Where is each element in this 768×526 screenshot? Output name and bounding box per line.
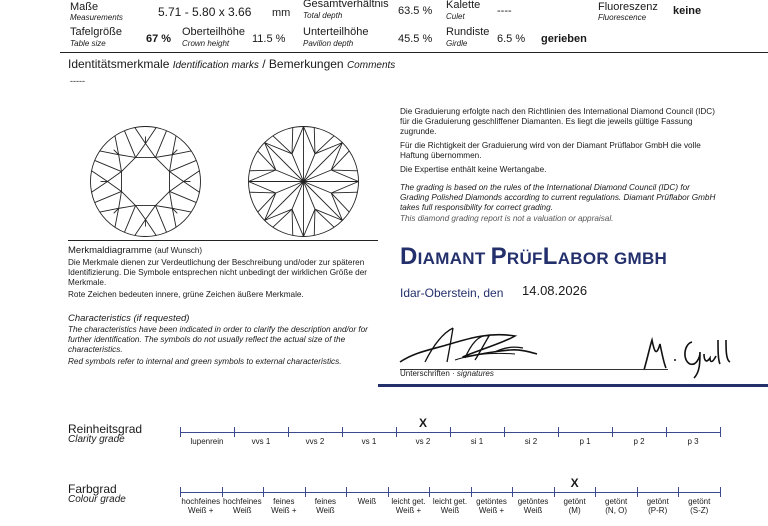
- blue-rule: [378, 384, 768, 387]
- total-depth-label: Gesamtverhältnis: [303, 0, 389, 10]
- measurements-label: Maße: [70, 1, 99, 13]
- girdle-value: 6.5 %: [497, 33, 526, 45]
- colour-tick: [720, 487, 721, 497]
- crown-height-value: 11.5 %: [252, 33, 286, 45]
- total-depth-value: 63.5 %: [398, 5, 433, 17]
- colour-grade-label: feines Weiß +: [271, 497, 297, 515]
- clarity-tick: [288, 427, 289, 437]
- diagram-en-title: Characteristics (if requested): [68, 313, 190, 324]
- colour-grade-label: feines Weiß: [314, 497, 337, 515]
- colour-grade-label: getöntes Weiß +: [476, 497, 507, 515]
- colour-tick: [388, 487, 389, 497]
- colour-grade-label: Weiß: [357, 497, 377, 506]
- signature-left-image: [395, 322, 545, 370]
- clarity-grade-label: p 2: [633, 437, 645, 446]
- clarity-tick: [342, 427, 343, 437]
- colour-tick: [512, 487, 513, 497]
- pavilion-depth-label: Unterteilhöhe: [303, 26, 369, 38]
- culet-value: ----: [497, 5, 512, 17]
- table-size-sub: Table size: [70, 39, 106, 48]
- identification-sep: /: [258, 57, 269, 71]
- clarity-grade-label: si 1: [470, 437, 484, 446]
- clarity-tick: [234, 427, 235, 437]
- diagram-text-1: Die Merkmale dienen zur Verdeutlichung der Beschreibung und/oder zur späteren Identifizierung. Die Symbole entsprechen nicht unbedingt der wirklichen Größe der Merkmale.: [68, 258, 368, 287]
- colour-grade-label: getöntes Weiß: [517, 497, 549, 515]
- clarity-tick: [504, 427, 505, 437]
- girdle-extra: gerieben: [541, 33, 587, 45]
- clarity-tick: [558, 427, 559, 437]
- diagram-title: [68, 245, 202, 256]
- company-name-ruf: RÜF: [506, 249, 543, 268]
- company-name-l: L: [542, 243, 558, 270]
- legal-de-3: Die Expertise enthält keine Wertangabe.: [400, 165, 547, 174]
- total-depth-sub: Total depth: [303, 11, 343, 20]
- diagram-title-note: (auf Wunsch): [154, 246, 203, 255]
- colour-grade-label: leicht get. Weiß: [432, 497, 468, 515]
- clarity-label: Reinheitsgrad: [68, 422, 143, 436]
- clarity-tick: [450, 427, 451, 437]
- signatures-label: Unterschriften · signatures: [400, 369, 494, 378]
- company-name: [400, 243, 667, 271]
- crown-height-sub: Crown height: [182, 39, 230, 48]
- clarity-sub: Clarity grade: [68, 434, 125, 445]
- clarity-tick: [720, 427, 721, 437]
- crown-height-label: Oberteilhöhe: [182, 26, 245, 38]
- colour-grade-label: getönt (S-Z): [688, 497, 711, 515]
- colour-tick: [180, 487, 181, 497]
- colour-tick: [305, 487, 306, 497]
- clarity-grade-label: p 1: [579, 437, 591, 446]
- clarity-tick: [396, 427, 397, 437]
- colour-tick: [346, 487, 347, 497]
- crown-diagram: [88, 124, 203, 239]
- company-place: Idar-Oberstein, den: [400, 286, 504, 300]
- colour-tick: [222, 487, 223, 497]
- diagram-divider: [68, 240, 378, 241]
- colour-scale-line: [180, 492, 720, 493]
- culet-label: Kalette: [446, 0, 481, 11]
- pavilion-diagram: [246, 124, 361, 239]
- company-name-iamant: IAMANT: [417, 249, 491, 268]
- signatures-label-de: Unterschriften: [400, 369, 450, 378]
- comments-label-en: Comments: [346, 60, 396, 71]
- clarity-grade-label: lupenrein: [190, 437, 224, 446]
- company-date: 14.08.2026: [522, 283, 588, 298]
- colour-grade-label: hochfeines Weiß +: [181, 497, 221, 515]
- identification-label-en: Identification marks: [172, 60, 259, 71]
- company-name-d: D: [400, 243, 418, 270]
- colour-grade-label: getönt (N, O): [605, 497, 628, 515]
- colour-grade-label: hochfeines Weiß: [222, 497, 262, 515]
- legal-en-2: This diamond grading report is not a valuation or appraisal.: [400, 214, 614, 223]
- pavilion-depth-value: 45.5 %: [398, 33, 433, 45]
- clarity-tick: [666, 427, 667, 437]
- fluorescence-label: Fluoreszenz: [598, 1, 658, 13]
- table-size-label: Tafelgröße: [70, 26, 122, 38]
- colour-grade-label: getönt (P-R): [646, 497, 669, 515]
- identification-heading: [68, 57, 395, 71]
- diagram-text-2: Rote Zeichen bedeuten innere, grüne Zeichen äußere Merkmale.: [68, 290, 304, 299]
- clarity-grade-label: si 2: [524, 437, 538, 446]
- signatures-label-en: signatures: [456, 369, 494, 378]
- fluorescence-sub: Fluorescence: [598, 13, 647, 22]
- legal-de-2: Für die Richtigkeit der Graduierung wird von der Diamant Prüflabor GmbH die volle Haftung übernommen.: [400, 141, 701, 160]
- colour-label: Farbgrad: [68, 482, 117, 496]
- identification-label: Identitätsmerkmale: [68, 57, 170, 71]
- diagram-en-text-1: The characteristics have been indicated in order to clarify the description and/or for further identification. The symbols do not usually reflect the actual size of the characteristics.: [68, 325, 368, 354]
- comments-label: Bemerkungen: [268, 57, 344, 71]
- identification-value: -----: [70, 76, 85, 86]
- clarity-grade-label: vvs 2: [305, 437, 325, 446]
- colour-tick: [263, 487, 264, 497]
- clarity-grade-label: vs 2: [415, 437, 431, 446]
- divider-top: [60, 52, 768, 53]
- colour-selected-mark: X: [570, 476, 579, 490]
- legal-en-1: The grading is based on the rules of the International Diamond Council (IDC) for Grading Polished Diamonds according to current regulations. Diamant Prüflabor GmbH takes full responsibility for correct grading.: [400, 183, 716, 212]
- clarity-selected-mark: X: [419, 416, 428, 430]
- clarity-grade-label: vs 1: [361, 437, 377, 446]
- measurements-unit: mm: [272, 7, 291, 19]
- clarity-grade-label: p 3: [687, 437, 699, 446]
- diagram-title-text: Merkmaldiagramme: [68, 245, 152, 256]
- fluorescence-value: keine: [673, 5, 702, 17]
- pavilion-depth-sub: Pavilion depth: [303, 39, 354, 48]
- signature-right-image: [640, 330, 735, 380]
- colour-grade-label: leicht get. Weiß +: [391, 497, 426, 515]
- colour-tick: [471, 487, 472, 497]
- measurements-sub: Measurements: [70, 13, 123, 22]
- measurements-value: 5.71 - 5.80 x 3.66: [158, 5, 252, 19]
- girdle-label: Rundiste: [446, 26, 490, 38]
- colour-tick: [554, 487, 555, 497]
- colour-tick: [637, 487, 638, 497]
- legal-de-1: Die Graduierung erfolgte nach den Richtlinien des International Diamond Council (IDC) für die Graduierung geschliffener Diamanten. Es liegt die jeweils gültige Fassung zugrunde.: [400, 107, 715, 136]
- clarity-tick: [180, 427, 181, 437]
- table-size-value: 67 %: [146, 33, 172, 45]
- clarity-grade-label: vvs 1: [251, 437, 271, 446]
- colour-sub: Colour grade: [68, 494, 126, 505]
- girdle-sub: Girdle: [446, 39, 468, 48]
- colour-tick: [429, 487, 430, 497]
- colour-tick: [595, 487, 596, 497]
- diagram-en-text-2: Red symbols refer to internal and green symbols to external characteristics.: [68, 357, 342, 366]
- clarity-tick: [612, 427, 613, 437]
- colour-tick: [678, 487, 679, 497]
- company-name-p: P: [490, 243, 507, 270]
- colour-grade-label: getönt (M): [563, 497, 586, 515]
- company-name-abor: ABOR GMBH: [557, 249, 668, 268]
- culet-sub: Culet: [446, 12, 465, 21]
